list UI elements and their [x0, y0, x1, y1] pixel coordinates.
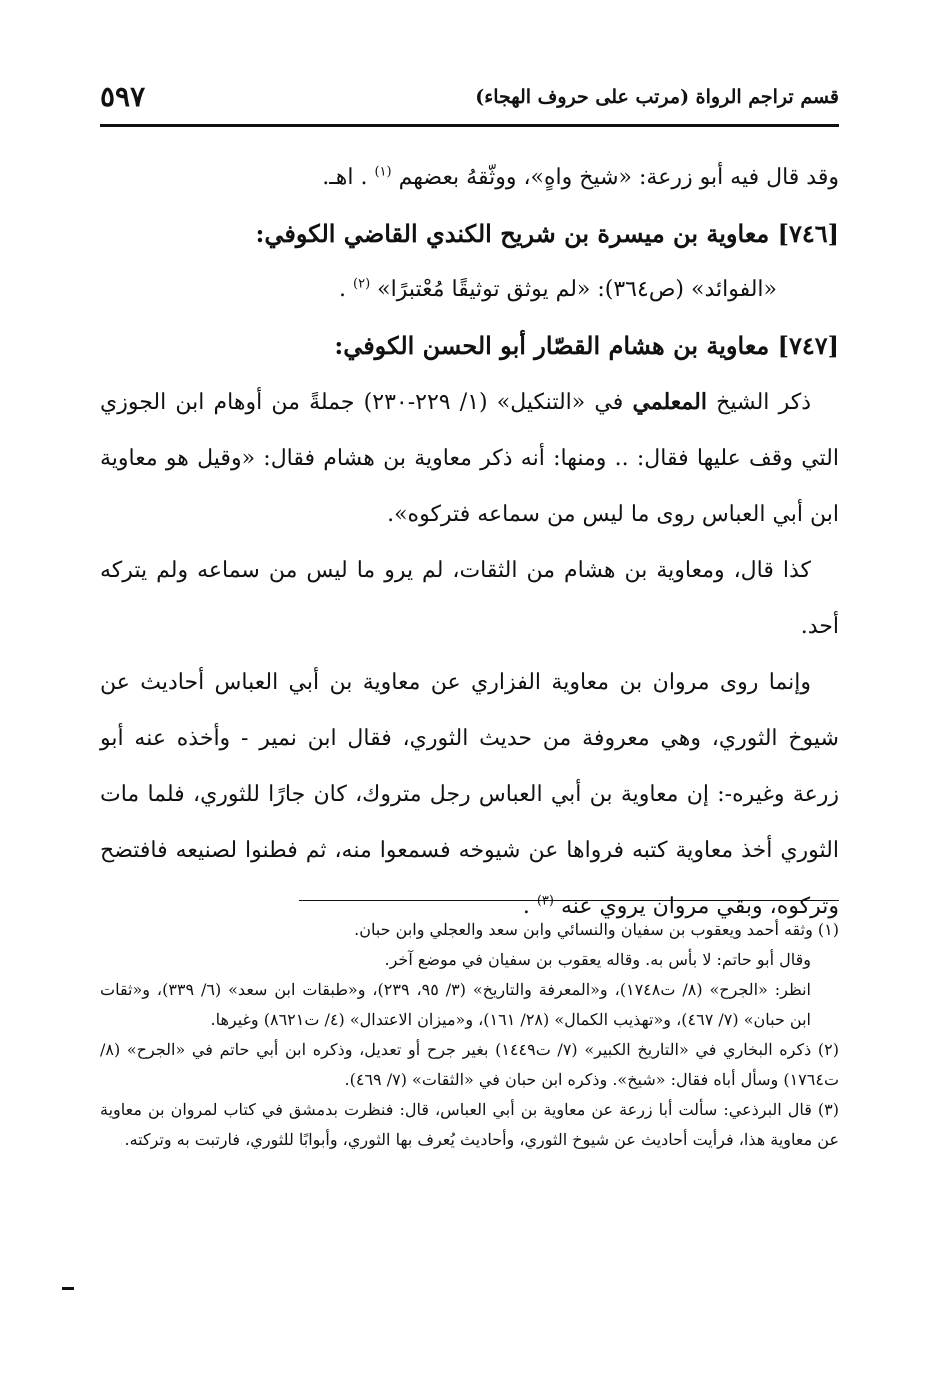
paragraph-1 [100, 374, 839, 543]
p3-end: . [522, 894, 530, 919]
p1-before: ذكر الشيخ [716, 390, 812, 415]
main-text [100, 150, 839, 935]
footnote-ref-3: (٣) [536, 893, 554, 909]
footnote-1-c: انظر: «الجرح» (٨/ ت١٧٤٨)، و«المعرفة والتاريخ» (٣/ ٩٥، ٢٣٩)، و«طبقات ابن سعد» (٦/ ٣٣٩)، و«ثقات ابن حبان» (٧/ ٤٦٧)، و«تهذيب الكمال» (٢٨/ ١٦١)، و«ميزان الاعتدال» (٤/ ت٨٦٢١) وغيرها. [100, 980, 811, 1029]
footnote-ref-1: (١) [374, 164, 392, 180]
entry-746-heading: [٧٤٦] معاوية بن ميسرة بن شريح الكندي القاضي الكوفي: [255, 219, 839, 248]
footnote-ref-2: (٢) [353, 276, 371, 292]
p3-text: وإنما روى مروان بن معاوية الفزاري عن معاوية بن أبي العباس أحاديث عن شيوخ الثوري، وهي معروفة من حديث الثوري، فقال ابن نمير - وأخذه عنه أبو زرعة وغيره-: إن معاوية بن أبي العباس رجل متروك، كان جارًا للثوري، فلما مات الثوري أخذ معاوية كتبه فرواها عن شيوخه فسمعوا منه، ثم فطنوا لصنيعه فافتضح وتركوه، وبقي مروان يروي عنه [100, 670, 839, 919]
opening-line [100, 150, 839, 206]
footnote-1-b: وقال أبو حاتم: لا بأس به. وقاله يعقوب بن سفيان في موضع آخر. [384, 950, 811, 969]
footnotes [100, 915, 839, 1155]
page-number: ٥٩٧ [100, 80, 146, 113]
entry-746-quote: «الفوائد» (ص٣٦٤): «لم يوثق توثيقًا مُعْتبرًا» [377, 277, 777, 302]
entry-746-end: . [339, 277, 347, 302]
paragraph-3 [100, 655, 839, 935]
p1-after: في «التنكيل» (١/ ٢٢٩-٢٣٠) جملةً من أوهام ابن الجوزي التي وقف عليها فقال: .. ومنها: أنه ذكر معاوية بن هشام فقال: «وقيل هو معاوية ابن أبي العباس روى ما ليس من سماعه فتركوه». [100, 390, 839, 527]
margin-mark [62, 1287, 74, 1290]
scholar-name: المعلمي [632, 389, 707, 415]
footnote-1-a: (١) وثقه أحمد ويعقوب بن سفيان والنسائي وابن سعد والعجلي وابن حبان. [354, 920, 839, 939]
footnote-3: (٣) قال البرذعي: سألت أبا زرعة عن معاوية بن أبي العباس، قال: فنظرت بدمشق في كتاب لمروان بن معاوية عن معاوية هذا، فرأيت أحاديث عن شيوخ الثوري، وأحاديث يُعرف بها الثوري، وأبوابًا للثوري، فارتبت به وتركته. [100, 1100, 839, 1149]
running-title: قسم تراجم الرواة (مرتب على حروف الهجاء) [475, 86, 839, 108]
entry-747-heading: [٧٤٧] معاوية بن هشام القصّار أبو الحسن الكوفي: [334, 331, 839, 360]
line1-text: وقد قال فيه أبو زرعة: «شيخ واهٍ»، ووثّقهُ بعضهم [398, 165, 839, 190]
entry-746-text [100, 262, 839, 318]
page-header [100, 80, 839, 124]
footnote-separator [299, 900, 839, 901]
header-rule [100, 124, 839, 127]
paragraph-2: كذا قال، ومعاوية بن هشام من الثقات، لم يرو ما ليس من سماعه ولم يتركه أحد. [100, 558, 839, 639]
line1-end: . اهـ. [322, 165, 368, 190]
footnote-2: (٢) ذكره البخاري في «التاريخ الكبير» (٧/ ت١٤٤٩) بغير جرح أو تعديل، وذكره ابن أبي حاتم في «الجرح» (٨/ ت١٧٦٤) وسأل أباه فقال: «شيخ». وذكره ابن حبان في «الثقات» (٧/ ٤٦٩). [100, 1040, 840, 1089]
